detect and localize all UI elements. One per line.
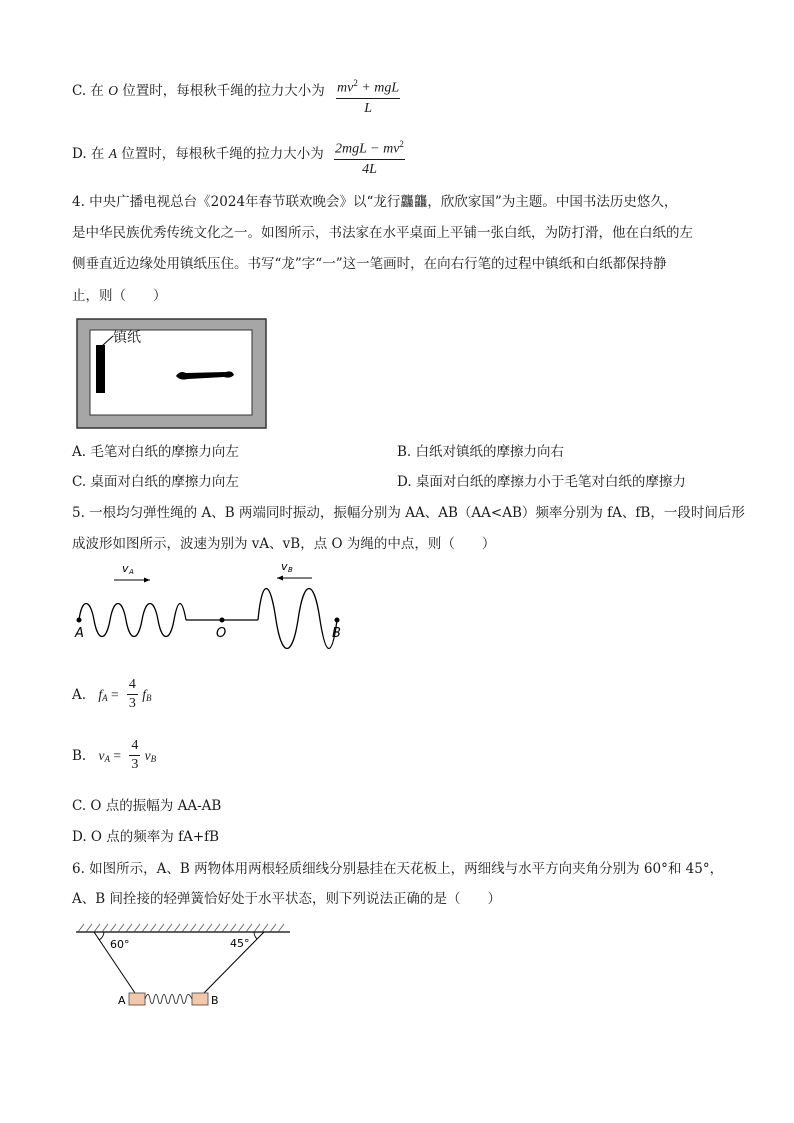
paperweight [96,345,105,393]
q5-a-label: A. [72,686,87,703]
angle-arc-45 [254,932,257,939]
q3-option-c [72,82,325,100]
q3-d-var: A [108,146,117,161]
angle-45-label: 45° [230,937,250,950]
q4-option-d[interactable]: D. 桌面对白纸的摩擦力小于毛笔对白纸的摩擦力 [397,474,686,490]
q3-d-prefix: D. 在 [72,146,105,162]
q5-line-2: 成波形如图所示，波速为别为 vA、vB，点 O 为绳的中点，则（ ） [72,536,496,552]
spring [145,995,192,1004]
va-label: v [122,562,129,575]
q5-wave-figure [70,558,360,666]
point-a [77,618,82,623]
q4-line-1: 4. 中央广播电视总台《2024年春节联欢晚会》以“龙行龘龘，欣欣家国”为主题。中国书法历史悠久， [72,194,678,210]
wave-a [79,604,186,637]
block-a-label: A [118,994,126,1007]
q3-c-var: O [108,83,118,98]
q3-c-text: 位置时，每根秋千绳的拉力大小为 [122,83,325,99]
label-a: A [75,626,84,641]
block-b [192,993,208,1005]
label-b: B [332,626,341,641]
q5-a-formula: $f_A$ = [98,686,119,703]
q4-figure [76,318,268,430]
block-b-label: B [211,994,219,1007]
q4-option-b[interactable]: B. 白纸对镇纸的摩擦力向右 [397,444,565,460]
wave-b [258,589,337,649]
q5-line-1: 5. 一根均匀弹性绳的 A、B 两端同时振动，振幅分别为 AA、AB（AA<AB）频率分别为 fA、fB，一段时间后形 [72,505,745,521]
angle-arc-60 [99,932,104,940]
q3-c-prefix: C. 在 [72,83,104,99]
ceiling-hatch [78,924,284,932]
q3-c-den: L [364,100,372,116]
q5-b-formula: $v_A$ = [98,747,122,764]
svg-text:A: A [129,568,134,576]
q4-line-4: 止，则（ ） [72,288,167,304]
q3-d-den: 4L [362,161,377,177]
point-b [335,618,340,623]
q5-option-a[interactable]: A. $f_A$ = $\frac{4}{3}$ $f_B$ [72,677,152,711]
label-o: O [216,626,227,641]
svg-text:B: B [288,566,293,574]
point-o [220,618,225,623]
q3-d-num-a: 2mgL − mv [335,141,400,157]
q4-option-c[interactable]: C. 桌面对白纸的摩擦力向左 [72,474,239,490]
q6-line-1: 6. 如图所示，A、B 两物体用两根轻质细线分别悬挂在天花板上，两细线与水平方向夹角分别为 60°和 45°， [72,861,724,877]
angle-60-label: 60° [110,938,130,951]
q3-d-num-sup: 2 [399,139,404,149]
block-a [129,993,145,1005]
q3-c-num-sup: 2 [353,78,358,88]
q5-option-d[interactable]: D. O 点的频率为 fA+fB [72,829,220,845]
paperweight-label: 镇纸 [113,330,141,346]
q5-option-c[interactable]: C. O 点的振幅为 AA-AB [72,798,222,814]
q3-option-c-fraction [336,74,400,119]
q3-c-num-b: + mgL [357,80,400,96]
q6-figure [74,920,294,1012]
q3-option-d-fraction [334,135,405,180]
q4-line-2: 是中华民族优秀传统文化之一。如图所示，书法家在水平桌面上平铺一张白纸，为防打滑，他在白纸的左 [72,225,693,241]
q6-line-2: A、B 间拴接的轻弹簧恰好处于水平状态，则下列说法正确的是（ ） [72,891,501,907]
q3-d-text: 位置时，每根秋千绳的拉力大小为 [121,146,324,162]
q4-line-3: 侧垂直近边缘处用镇纸压住。书写“龙”字“一”这一笔画时，在向右行笔的过程中镇纸和白纸都保持静 [72,256,667,272]
q4-option-a[interactable]: A. 毛笔对白纸的摩擦力向左 [72,444,239,460]
q5-b-label: B. [72,747,87,764]
q3-c-num-a: mv [337,80,354,96]
vb-label: v [281,560,288,573]
q3-option-d [72,145,324,163]
q5-option-b[interactable]: B. $v_A$ = $\frac{4}{3}$ $v_B$ [72,738,157,772]
